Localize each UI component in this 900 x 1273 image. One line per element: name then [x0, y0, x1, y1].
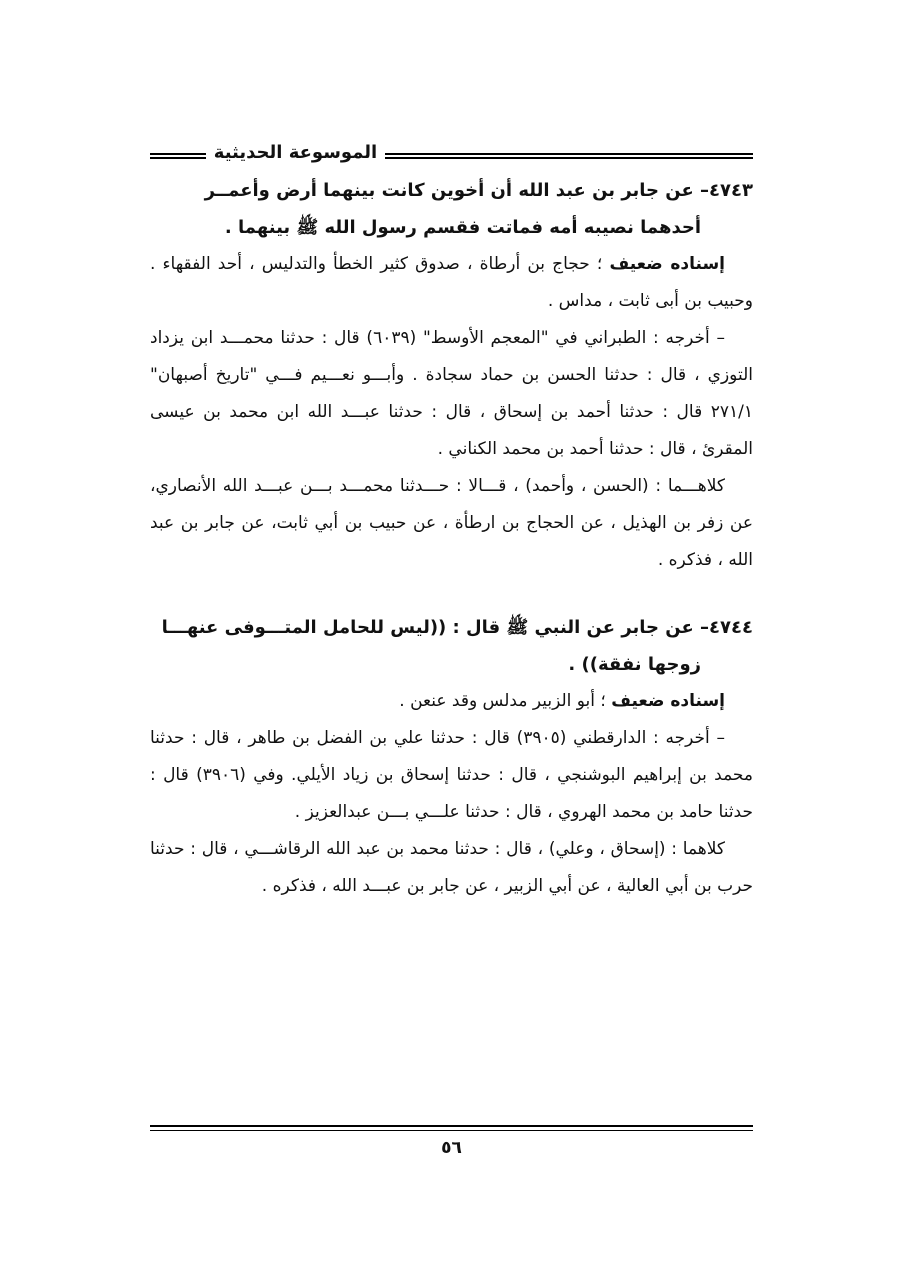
page-body [150, 172, 753, 905]
conclusion-paragraph: كلاهما : (إسحاق ، وعلي) ، قال : حدثنا محمد بن عبد الله الرقاشـــي ، قال : حدثنا حرب بن أبي العالية ، عن أبي الزبير ، عن جابر بن عبـــد الله ، فذكره . [150, 839, 753, 896]
isnad-text: ؛ حجاج بن أرطاة ، صدوق كثير الخطأ والتدليس ، أحد الفقهاء . وحبيب بن أبى ثابت ، مداس . [150, 254, 753, 311]
takhrij-paragraph: – أخرجه : الدارقطني (٣٩٠٥) قال : حدثنا علي بن الفضل بن طاهر ، قال : حدثنا محمد بن إبراهيم البوشنجي ، قال : حدثنا إسحاق بن زياد الأيلي. وفي (٣٩٠٦) قال : حدثنا حامد بن محمد الهروي ، قال : حدثنا علـــي بـــن عبدالعزيز . [150, 728, 753, 822]
hadith-heading [150, 172, 753, 209]
hadith-text: – عن جابر عن النبي ﷺ قال : ((ليس للحامل المتـــوفى عنهـــا [161, 617, 710, 638]
isnad-grading [150, 683, 753, 720]
hadith-entry-4744 [150, 609, 753, 905]
isnad-label: إسناده ضعيف [609, 254, 725, 274]
footer-rule [150, 1125, 753, 1134]
entry-separator [150, 579, 753, 609]
header-rule-right [385, 153, 753, 161]
isnad-label: إسناده ضعيف [611, 691, 725, 711]
conclusion-paragraph: كلاهـــما : (الحسن ، وأحمد) ، قـــالا : حـــدثنا محمـــد بـــن عبـــد الله الأنصاري، عن زفر بن الهذيل ، عن الحجاج بن ارطأة ، عن حبيب بن أبي ثابت، عن جابر بن عبد الله ، فذكره . [150, 476, 753, 570]
isnad-text: ؛ أبو الزبير مدلس وقد عنعن . [399, 691, 606, 711]
hadith-text-continued: زوجها نفقة)) . [568, 654, 701, 675]
hadith-entry-4743 [150, 172, 753, 579]
takhrij-paragraph: – أخرجه : الطبراني في "المعجم الأوسط" (٦٠٣٩) قال : حدثنا محمـــد ابن يزداد التوزي ، قال : حدثنا الحسن بن حماد سجادة . وأبـــو نعـــيم فـــي "تاريخ أصبهان" ٢٧١/١ قال : حدثنا أحمد بن إسحاق ، قال : حدثنا عبـــد الله ابن محمد بن عيسى المقرئ ، قال : حدثنا أحمد بن محمد الكناني . [150, 328, 753, 459]
running-header-title: الموسوعة الحديثية [213, 142, 378, 163]
hadith-heading [150, 609, 753, 646]
isnad-grading [150, 246, 753, 320]
hadith-text-continued: أحدهما نصيبه أمه فماتت فقسم رسول الله ﷺ بينهما . [224, 217, 701, 238]
hadith-number: ٤٧٤٣ [709, 180, 753, 201]
page-number: ٥٦ [441, 1138, 462, 1158]
hadith-text: – عن جابر بن عبد الله أن أخوين كانت بينهما أرض وأعمــر [204, 180, 710, 201]
hadith-number: ٤٧٤٤ [709, 617, 753, 638]
header-rule-left [150, 153, 206, 161]
